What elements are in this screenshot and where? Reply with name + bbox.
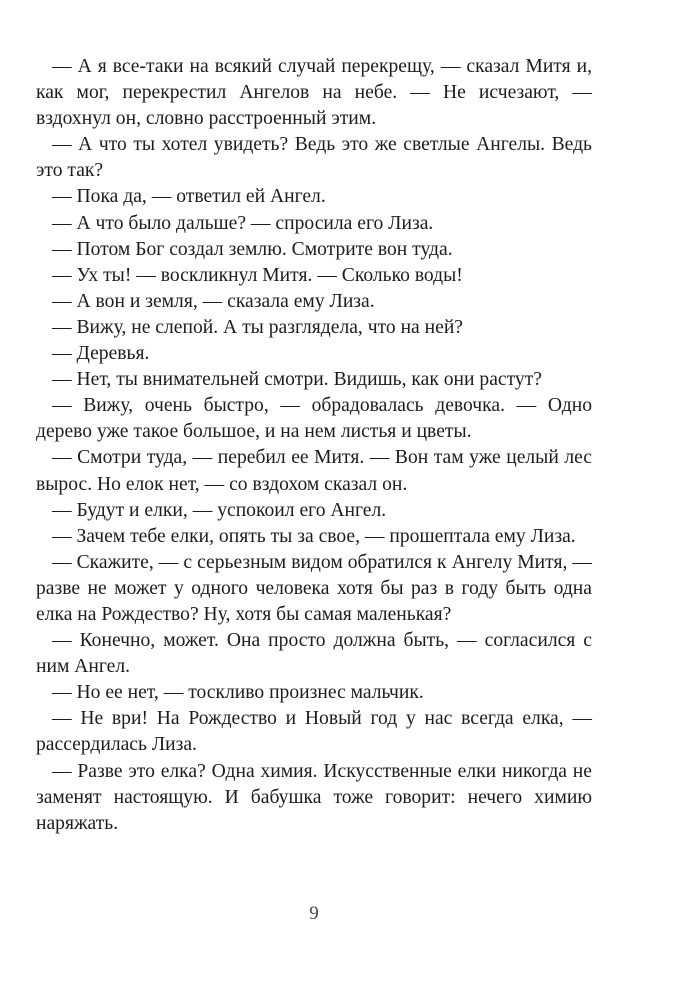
paragraph: — Деревья. — [52, 343, 150, 365]
paragraph: — Но ее нет, — тоскливо произнес мальчик. — [52, 682, 424, 704]
paragraph: — Не ври! На Рождество и Новый год у нас всегда елка, — рассердилась Лиза. — [36, 708, 592, 756]
paragraph: — А я все-таки на всякий случай перекрещу, — сказал Митя и, как мог, перекрестил Ангелов на небе. — Не исчезают, — вздохнул он, словно расстроенный этим. — [36, 56, 592, 130]
paragraph: — Зачем тебе елки, опять ты за свое, — прошептала ему Лиза. — [52, 525, 576, 547]
page-number: 9 — [309, 903, 319, 924]
paragraph: — Смотри туда, — перебил ее Митя. — Вон там уже целый лес вырос. Но елок нет, — со вздохом сказал он. — [36, 447, 592, 495]
paragraph: — Нет, ты внимательней смотри. Видишь, как они растут? — [52, 369, 542, 391]
paragraph: — Вижу, не слепой. А ты разглядела, что на ней? — [52, 316, 464, 338]
paragraph: — Будут и елки, — успокоил его Ангел. — [52, 499, 387, 521]
paragraph: — А что ты хотел увидеть? Ведь это же светлые Ангелы. Ведь это так? — [36, 134, 592, 182]
paragraph: — Потом Бог создал землю. Смотрите вон туда. — [52, 238, 453, 260]
page-body-text — [36, 54, 592, 837]
paragraph: — Разве это елка? Одна химия. Искусственные елки никогда не заменят настоящую. И бабушка тоже говорит: нечего химию наряжать. — [36, 760, 592, 834]
paragraph: — Конечно, может. Она просто должна быть, — согласился с ним Ангел. — [36, 630, 592, 678]
paragraph: — Скажите, — с серьезным видом обратился к Ангелу Митя, — разве не может у одного человека хотя бы раз в году быть одна елка на Рождество? Ну, хотя бы самая маленькая? — [36, 551, 592, 625]
paragraph: — Пока да, — ответил ей Ангел. — [52, 186, 326, 208]
paragraph: — А что было дальше? — спросила его Лиза. — [52, 212, 434, 234]
paragraph: — Ух ты! — воскликнул Митя. — Сколько воды! — [52, 264, 463, 286]
paragraph: — Вижу, очень быстро, — обрадовалась девочка. — Одно дерево уже такое большое, и на нем листья и цветы. — [36, 395, 592, 443]
paragraph: — А вон и земля, — сказала ему Лиза. — [52, 290, 375, 312]
